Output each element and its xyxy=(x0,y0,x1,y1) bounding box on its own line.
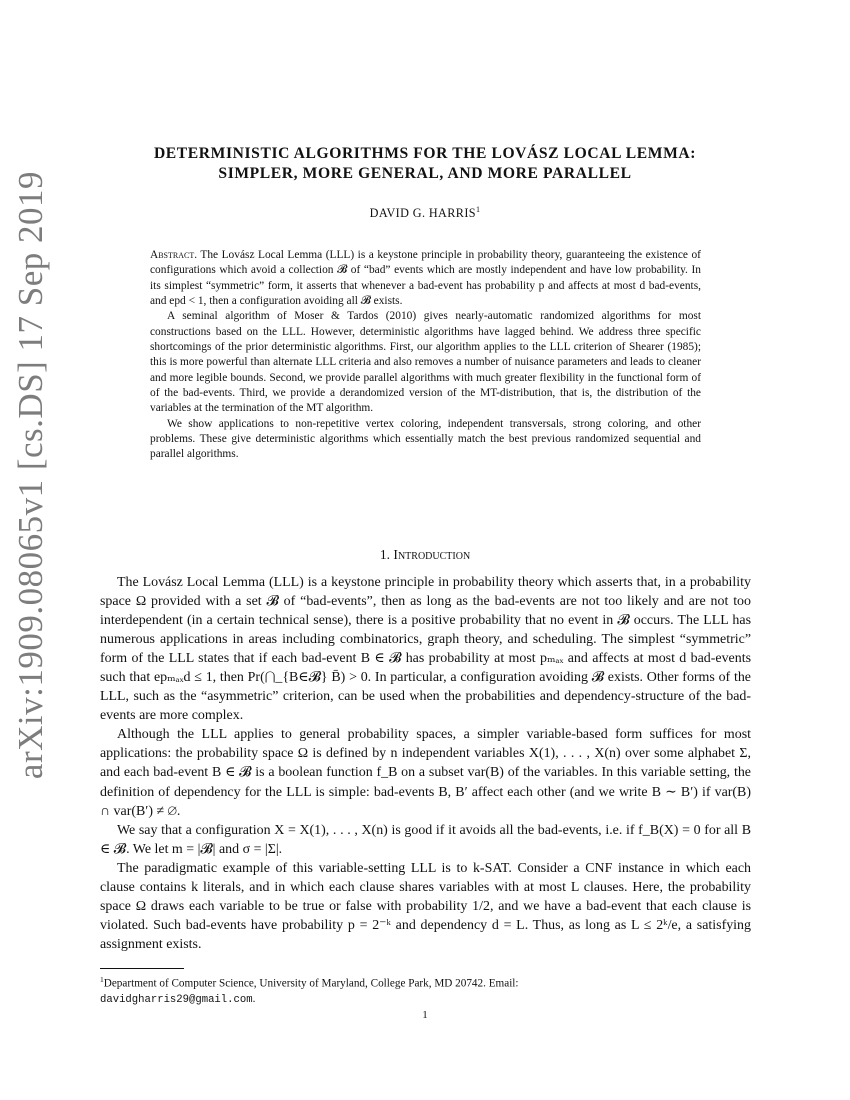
footnote-mark: 1 xyxy=(100,975,104,984)
abstract-paragraph-3: We show applications to non-repetitive vertex coloring, independent transversals, strong coloring, and other problems. These give deterministic algorithms which essentially match the best previous randomized sequential and parallel algorithms. xyxy=(150,417,701,461)
intro-paragraph-3: We say that a configuration X = X(1), . . . , X(n) is good if it avoids all the bad-events, i.e. if f_B(X) = 0 for all B ∈ 𝓑. We let m = |𝓑| and σ = |Σ|. xyxy=(100,822,751,857)
title-line-1: DETERMINISTIC ALGORITHMS FOR THE LOVÁSZ LOCAL LEMMA: xyxy=(153,145,697,162)
intro-paragraph-2: Although the LLL applies to general probability spaces, a simpler variable-based form suffices for most applications: the probability space Ω is defined by n independent variables X(1), . . . , X(n) over some alphabet Σ, and each bad-event B ∈ 𝓑 is a boolean function f_B on a subset var(B) of the variables. In this variable setting, the definition of dependency for the LLL is simple: bad-events B, B′ affect each other (and we write B ∼ B′) if var(B) ∩ var(B′) ≠ ∅. xyxy=(100,727,751,819)
section-heading xyxy=(80,547,770,563)
author-line xyxy=(80,205,770,221)
section-title: Introduction xyxy=(393,547,471,562)
abstract-paragraph-1 xyxy=(150,248,701,309)
paper-title xyxy=(80,144,770,184)
footnote xyxy=(100,972,751,1008)
footnote-trailing: . xyxy=(252,992,256,1005)
title-line-2: SIMPLER, MORE GENERAL, AND MORE PARALLEL xyxy=(218,165,632,182)
author-email-link[interactable]: davidgharris29@gmail.com xyxy=(100,993,253,1006)
abstract xyxy=(150,248,701,463)
author-name: DAVID G. HARRIS xyxy=(369,206,476,221)
abstract-label: Abstract. xyxy=(150,249,198,261)
footnote-divider xyxy=(100,968,184,969)
author-footnote-mark: 1 xyxy=(475,205,481,214)
arxiv-sidebar xyxy=(6,0,56,1100)
arxiv-identifier-stamp: arXiv:1909.08065v1 [cs.DS] 17 Sep 2019 xyxy=(11,170,50,780)
introduction-body xyxy=(100,573,751,954)
footnote-text: Department of Computer Science, University of Maryland, College Park, MD 20742. Email: xyxy=(103,977,519,990)
section-number: 1. xyxy=(379,547,391,562)
abstract-paragraph-1-text: The Lovász Local Lemma (LLL) is a keystone principle in probability theory, guaranteeing the existence of configurations which avoid a collection 𝓑 of “bad” events which are mostly independent and have low probability. In its simplest “symmetric” form, it asserts that whenever a bad-event has probability p and affects at most d bad-events, and epd < 1, then a configuration avoiding all 𝓑 exists. xyxy=(150,249,701,308)
intro-paragraph-4: The paradigmatic example of this variable-setting LLL is to k-SAT. Consider a CNF instance in which each clause contains k literals, and in which each clause shares variables with at most L clauses. Here, the probability space Ω draws each variable to be true or false with probability 1/2, and we have a bad-event that each clause is violated. Such bad-events have probability p = 2⁻ᵏ and dependency d = L. Thus, as long as L ≤ 2ᵏ/e, a satisfying assignment exists. xyxy=(100,860,751,952)
abstract-paragraph-2: A seminal algorithm of Moser & Tardos (2010) gives nearly-automatic randomized algorithms for most constructions based on the LLL. However, deterministic algorithms have lagged behind. We address three specific shortcomings of the prior deterministic algorithms. First, our algorithm applies to the LLL criterion of Shearer (1985); this is more powerful than alternate LLL criteria and also removes a number of nuisance parameters and leads to cleaner and more legible bounds. Second, we provide parallel algorithms with much greater flexibility in the functional form of of the bad-events. Third, we provide a derandomized version of the MT-distribution, that is, the distribution of the variables at the termination of the MT algorithm. xyxy=(150,310,701,415)
intro-paragraph-1: The Lovász Local Lemma (LLL) is a keystone principle in probability theory which asserts that, in a probability space Ω provided with a set 𝓑 of “bad-events”, then as long as the bad-events are not too likely and are not too interdependent (in a certain technical sense), there is a positive probability that no event in 𝓑 occurs. The LLL has numerous applications in areas including combinatorics, graph theory, and scheduling. The simplest “symmetric” form of the LLL states that if each bad-event B ∈ 𝓑 has probability at most pₘₐₓ and affects at most d bad-events such that epₘₐₓd ≤ 1, then Pr(⋂_{B∈𝓑} B̄) > 0. In particular, a configuration avoiding 𝓑 exists. Other forms of the LLL, such as the “asymmetric” criterion, can be used when the probabilities and dependency-structure of the bad-events are more complex. xyxy=(100,575,751,724)
page-number: 1 xyxy=(422,1009,428,1021)
